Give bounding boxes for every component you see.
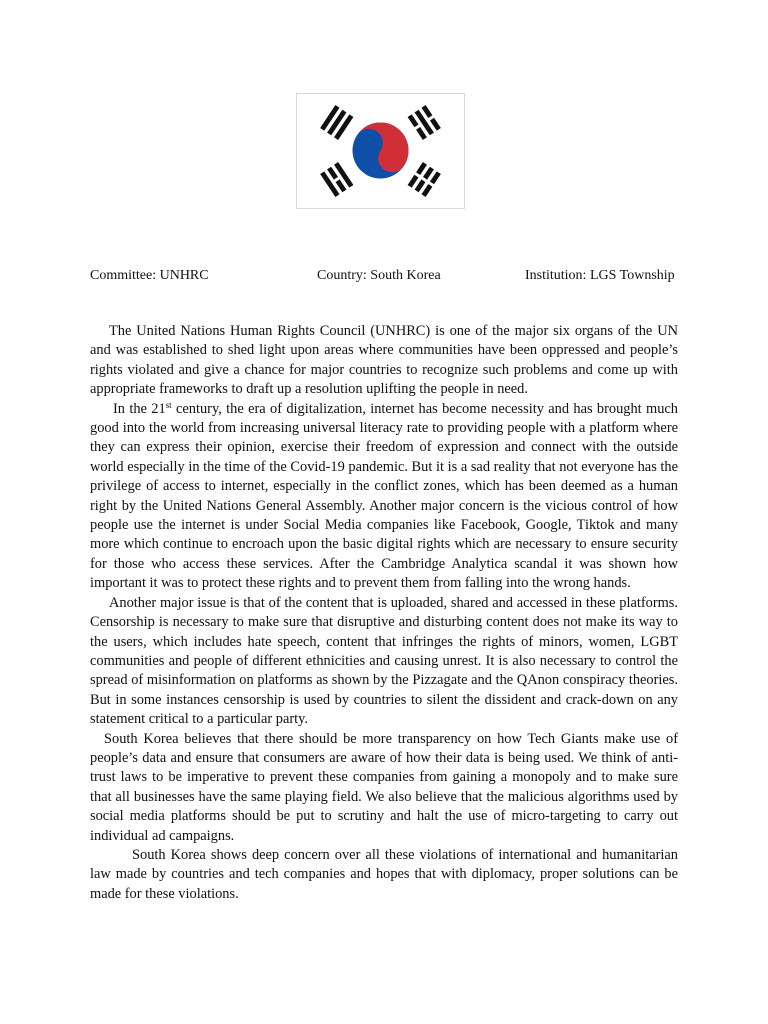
paragraph-1: The United Nations Human Rights Council (UNHRC) is one of the major six organs of the UN and was established to shed light upon areas where communities have been oppressed and people’s rights violated and give a chance for major countries to recognize such problems and come up with appropriate frameworks to draft up a resolution uplifting the people in need.	[90, 323, 678, 398]
position-paper-body	[90, 322, 678, 904]
paragraph-2	[90, 400, 678, 594]
paragraph-2-lead: In the 21	[113, 400, 166, 417]
institution-label: Institution: LGS Township	[525, 268, 675, 283]
paragraph-3: Another major issue is that of the content that is uploaded, shared and accessed in these platforms. Censorship is necessary to make sure that disruptive and disturbing content does not make its way to the users, which includes hate speech, content that infringes the rights of minors, women, LGBT communities and people of different ethnicities and causing unrest. It is also necessary to control the spread of misinformation on platforms as shown by the Pizzagate and the QAnon conspiracy theories. But in some instances censorship is used by countries to silent the dissident and crack-down on any statement critical to a particular party.	[90, 594, 678, 728]
country-label: Country: South Korea	[317, 268, 441, 283]
south-korea-flag-icon	[296, 93, 465, 209]
paragraph-5: South Korea shows deep concern over all these violations of international and humanitarian law made by countries and tech companies and hopes that with diplomacy, proper solutions can be made for these violations.	[90, 846, 678, 902]
paragraph-4: South Korea believes that there should be more transparency on how Tech Giants make use of people’s data and ensure that consumers are aware of how their data is being used. We think of anti-trust laws to be imperative to prevent these companies from gaining a monopoly and to make sure that all businesses have the same playing field. We also believe that the malicious algorithms used by social media platforms should be put to scrutiny and halt the use of micro-targeting to carry out individual ad campaigns.	[90, 730, 678, 844]
committee-label: Committee: UNHRC	[90, 268, 209, 283]
paragraph-2-rest: century, the era of digitalization, internet has become necessity and has brought much good into the world from increasing universal literacy rate to providing people with a platform where they can express their opinion, exercise their freedom of expression and connect with the outside world especially in the time of the Covid-19 pandemic. But it is a sad reality that not everyone has the privilege of access to internet, especially in the conflict zones, which has been deemed as a human right by the United Nations General Assembly. Another major concern is the vicious control of how people use the internet is under Social Media companies like Facebook, Google, Tiktok and many more which continue to encroach upon the basic digital rights which are necessary to ensure security for those who access these services. After the Cambridge Analytica scandal it was shown how important it was to protect these rights and to prevent them from falling into the wrong hands.	[90, 400, 678, 592]
ordinal-suffix: st	[165, 399, 172, 410]
